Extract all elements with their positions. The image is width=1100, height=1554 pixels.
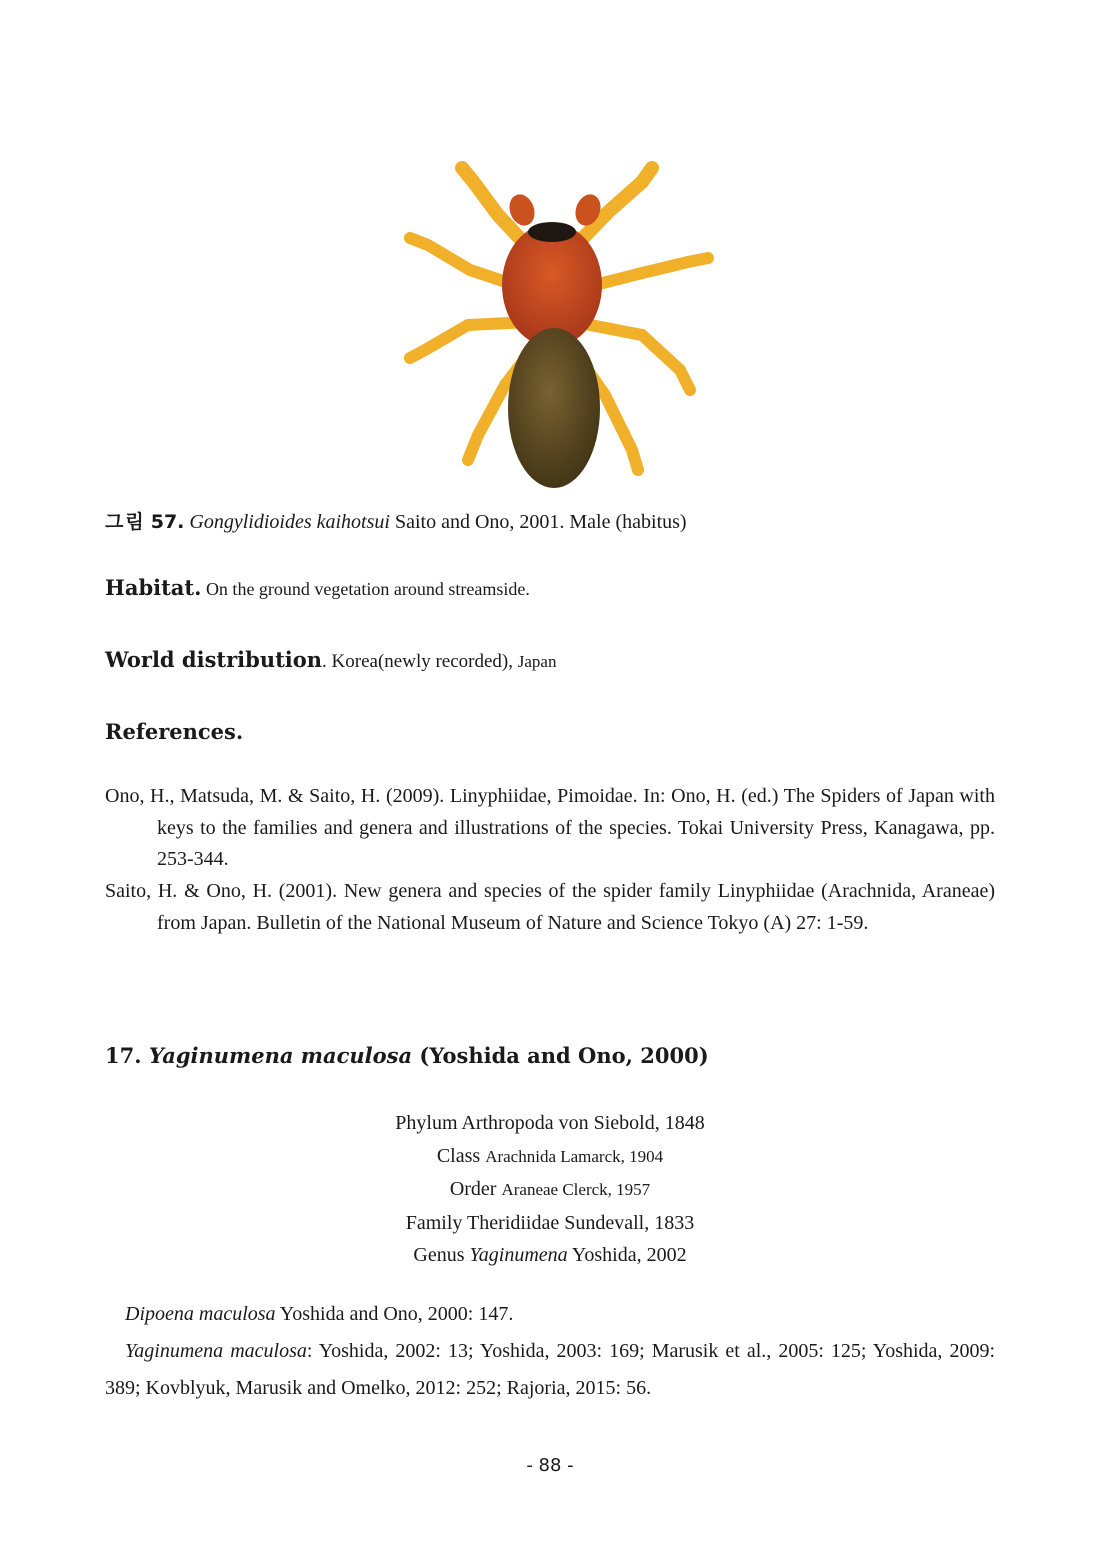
taxon-class-text: Arachnida Lamarck, 1904: [485, 1146, 664, 1166]
spider-figure: [380, 150, 720, 505]
figure-caption: [105, 507, 687, 534]
taxon-genus-label: Genus: [413, 1244, 470, 1266]
taxon-order-label: Order: [449, 1178, 502, 1200]
taxon-class: [0, 1140, 1100, 1174]
species-title: [105, 1043, 709, 1068]
species-authority: (Yoshida and Ono, 2000): [412, 1043, 709, 1068]
distribution-heading: World distribution: [105, 647, 323, 672]
reference-item: Saito, H. & Ono, H. (2001). New genera and species of the spider family Linyphiidae (Arachnida, Araneae) from Japan. Bulletin of the National Museum of Nature and Science Tokyo (A) 27: 1-59.: [105, 880, 995, 934]
distribution-section: [105, 647, 556, 673]
taxon-genus-authority: Yoshida, 2002: [567, 1244, 687, 1266]
taxon-class-label: Class: [436, 1144, 486, 1167]
species-number: 17.: [105, 1043, 149, 1068]
species-name: Yaginumena maculosa: [148, 1043, 413, 1068]
distribution-text: . Korea(newly recorded),: [322, 651, 518, 672]
caption-species: kaihotsui: [316, 511, 390, 533]
synonym-line: [105, 1333, 995, 1407]
references-heading: References.: [105, 719, 244, 744]
synonym-name: Yaginumena maculosa: [125, 1340, 307, 1362]
taxon-order-text: Araneae Clerck, 1957: [501, 1180, 651, 1199]
synonym-text: : Yoshida, 2002: 13; Yoshida, 2003: 169; Marusik et al., 2005: 125; Yoshida, 2009: 389; Kovblyuk, Marusik and Omelko, 2012: 252; Rajoria, 2015: 56.: [105, 1340, 995, 1399]
synonymy-block: [105, 1296, 995, 1407]
taxon-genus: [0, 1239, 1100, 1272]
synonym-text: Yoshida and Ono, 2000: 147.: [275, 1303, 514, 1325]
taxon-family: Family Theridiidae Sundevall, 1833: [405, 1211, 695, 1234]
taxon-genus-name: Yaginumena: [469, 1244, 568, 1266]
habitat-heading: Habitat.: [105, 575, 202, 600]
taxon-order: [0, 1173, 1100, 1207]
taxon-phylum: Phylum Arthropoda von Siebold, 1848: [395, 1112, 705, 1134]
page-number: - 88 -: [526, 1455, 574, 1476]
habitat-section: [105, 575, 530, 600]
spider-illustration: [380, 150, 720, 505]
distribution-text-country: Japan: [517, 652, 557, 671]
habitat-text: On the ground vegetation around streamside.: [201, 579, 530, 599]
synonym-line: [105, 1296, 995, 1333]
caption-genus: Gongylidioides: [189, 511, 312, 533]
reference-item: Ono, H., Matsuda, M. & Saito, H. (2009). Linyphiidae, Pimoidae. In: Ono, H. (ed.) The Spiders of Japan with keys to the families and genera and illustrations of the species. Tokai University Press, Kanagawa, pp. 253-344.: [105, 785, 995, 870]
taxonomy-block: [0, 1107, 1100, 1272]
synonym-name: Dipoena maculosa: [125, 1303, 276, 1325]
caption-figure-number: 57.: [150, 511, 185, 533]
caption-text: Saito and Ono, 2001. Male (habitus): [389, 511, 687, 533]
caption-label-korean: 그림: [105, 511, 146, 533]
